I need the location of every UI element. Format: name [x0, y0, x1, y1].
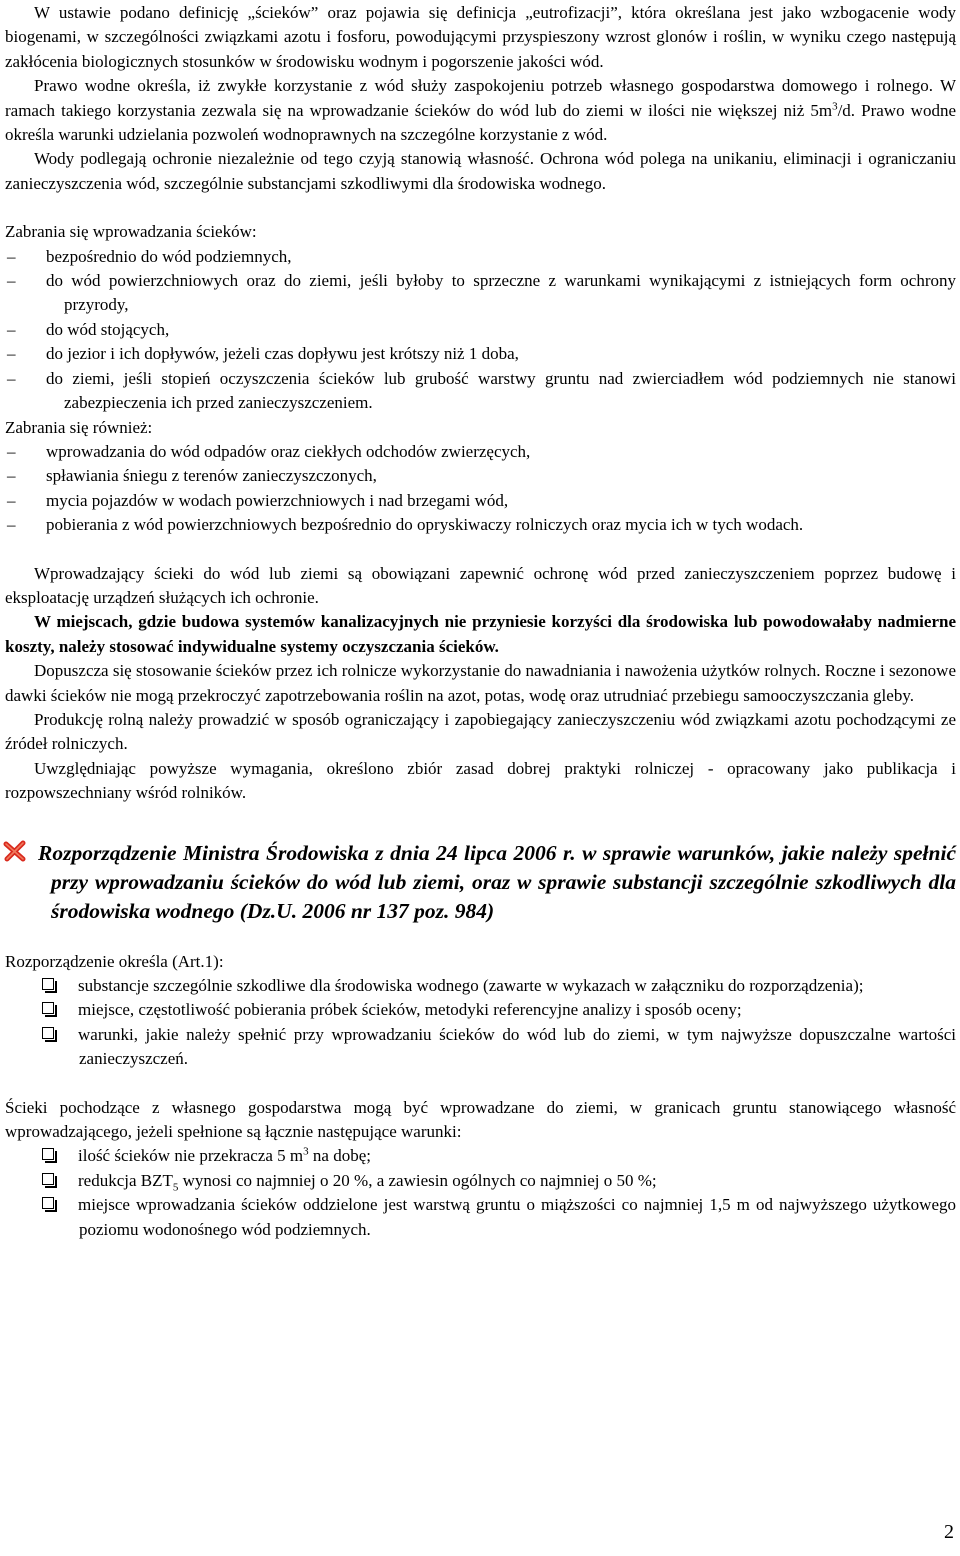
list-item: – do jezior i ich dopływów, jeżeli czas dopływu jest krótszy niż 1 doba, [5, 342, 956, 366]
checkbox-bullet-icon [42, 1197, 54, 1209]
dash-bullet: – [7, 271, 16, 291]
dash-bullet: – [7, 515, 16, 535]
prohibited-heading-1: Zabrania się wprowadzania ścieków: [5, 222, 257, 242]
list-item: – do wód stojących, [5, 318, 956, 342]
list-item: – pobierania z wód powierzchniowych bezpośrednio do opryskiwaczy rolniczych oraz mycia ich w tych wodach. [5, 513, 956, 537]
list-item: miejsce wprowadzania ścieków oddzielone jest warstwą gruntu o miąższości co najmniej 1,5 m od najwyższego użytkowego poziomu wodonośnego wód podziemnych. [5, 1193, 956, 1242]
list-item: – do wód powierzchniowych oraz do ziemi, jeśli byłoby to sprzeczne z warunkami wynikającymi z istniejących form ochrony przyrody, [7, 271, 956, 315]
body-paragraph-6: Dopuszcza się stosowanie ścieków przez ich rolnicze wykorzystanie do nawadniania i nawożenia użytków rolnych. Roczne i sezonowe dawki ścieków nie mogą przekroczyć zapotrzebowania roślin na azot, potas, wodę oraz utrudniać przebiegu samooczyszczania gleby. [5, 661, 956, 705]
list-item: miejsce, częstotliwość pobierania próbek ścieków, metodyki referencyjne analizy i sposób oceny; [5, 998, 956, 1022]
regulation-title: Rozporządzenie Ministra Środowiska z dnia 24 lipca 2006 r. w sprawie warunków, jakie należy spełnić przy wprowadzaniu ścieków do wód lub ziemi, oraz w sprawie substancji szczególnie szkodliwych dla środowiska wodnego (Dz.U. 2006 nr 137 poz. 984) [38, 840, 956, 923]
list-item: ilość ścieków nie przekracza 5 $m^3$ na dobę; [5, 1144, 956, 1168]
checkbox-bullet-icon [42, 1027, 54, 1039]
dash-bullet: – [7, 344, 16, 364]
list-item: – spławiania śniegu z terenów zanieczyszczonych, [5, 464, 956, 488]
intro-paragraph-2 [5, 74, 956, 147]
checkbox-bullet-icon [42, 1173, 54, 1185]
body-paragraph-7: Produkcję rolną należy prowadzić w sposób ograniczający i zapobiegający zanieczyszczeniu wód związkami azotu pochodzącymi ze źródeł rolniczych. [5, 709, 956, 754]
page-number: 2 [944, 1521, 954, 1543]
list-item: warunki, jakie należy spełnić przy wprowadzaniu ścieków do wód lub do ziemi, w tym najwyższe dopuszczalne wartości zanieczyszczeń. [5, 1023, 956, 1072]
dash-bullet: – [7, 246, 16, 266]
dash-bullet: – [7, 466, 16, 486]
own-farm-intro: Ścieki pochodzące z własnego gospodarstwa mogą być wprowadzane do ziemi, w granicach gruntu stanowiącego własność wprowadzającego, jeżeli spełnione są łącznie następujące warunki: [5, 1097, 956, 1142]
list-item: redukcja $BZT_5$ wynosi co najmniej o 20 %, a zawiesin ogólnych co najmniej o 50 %; [5, 1169, 956, 1193]
intro-paragraph-3: Wody podlegają ochronie niezależnie od tego czyją stanowią własność. Ochrona wód polega na unikaniu, eliminacji i ograniczaniu zanieczyszczenia wód, szczególnie substancjami szkodliwymi dla środowiska wodnego. [5, 149, 956, 193]
text: /d. Prawo wodne określa warunki udzielania pozwoleń wodnoprawnych na szczególne korzystanie z wód. [5, 100, 956, 145]
intro-paragraph-1: W ustawie podano definicję „ścieków” oraz pojawia się definicja „eutrofizacji”, która określana jest jako wzbogacenie wody biogenami, w szczególności związkami azotu i fosforu, powodującymi przyspieszony wzrost glonów i roślin, w wyniku czego następują zakłócenia biologicznych stosunków w środowisku wodnym i pogorszenie jakości wód. [5, 3, 956, 71]
prohibited-list-2 [5, 440, 956, 538]
list-item: – bezpośrednio do wód podziemnych, [5, 245, 956, 269]
own-farm-conditions-list [5, 1144, 956, 1242]
body-paragraph-8: Uwzględniając powyższe wymagania, określono zbiór zasad dobrej praktyki rolniczej - opracowany jako publikacja i rozpowszechniany wśród rolników. [5, 758, 956, 803]
red-x-icon [3, 840, 27, 862]
body-paragraph-5-bold: W miejscach, gdzie budowa systemów kanalizacyjnych nie przyniesie korzyści dla środowiska lub powodowałaby nadmierne koszty, należy stosować indywidualne systemy oczyszczania ścieków. [5, 612, 956, 656]
regulation-scope-list [5, 974, 956, 1072]
checkbox-bullet-icon [42, 978, 54, 990]
checkbox-bullet-icon [42, 1148, 54, 1160]
dash-bullet: – [7, 490, 16, 510]
regulation-heading [5, 839, 956, 926]
regulation-scope-intro: Rozporządzenie określa (Art.1): [5, 951, 224, 971]
prohibited-heading-2: Zabrania się również: [5, 417, 153, 437]
list-item: – mycia pojazdów w wodach powierzchniowych i nad brzegami wód, [5, 489, 956, 513]
document-page [5, 1, 956, 1242]
prohibited-list-1 [5, 245, 956, 416]
list-item: – do ziemi, jeśli stopień oczyszczenia ścieków lub grubość warstwy gruntu nad zwierciadłem wód podziemnych nie stanowi zabezpieczenia ich przed zanieczyszczeniem. [7, 368, 956, 413]
list-item: substancje szczególnie szkodliwe dla środowiska wodnego (zawarte w wykazach w załączniku do rozporządzenia); [5, 974, 956, 998]
dash-bullet: – [7, 441, 16, 461]
dash-bullet: – [7, 368, 16, 388]
text: Prawo wodne określa, iż zwykłe korzystanie z wód służy zaspokojeniu potrzeb własnego gospodarstwa domowego i rolnego. W ramach takiego korzystania zezwala się na wprowadzanie ścieków do wód lub do ziemi w ilości nie większej niż 5m [5, 76, 956, 120]
dash-bullet: – [7, 319, 16, 339]
checkbox-bullet-icon [42, 1002, 54, 1014]
body-paragraph-4: Wprowadzający ścieki do wód lub ziemi są obowiązani zapewnić ochronę wód przed zanieczyszczeniem poprzez budowę i eksploatację urządzeń służących ich ochronie. [5, 563, 956, 607]
list-item: – wprowadzania do wód odpadów oraz ciekłych odchodów zwierzęcych, [5, 440, 956, 464]
superscript: 3 [832, 99, 838, 112]
